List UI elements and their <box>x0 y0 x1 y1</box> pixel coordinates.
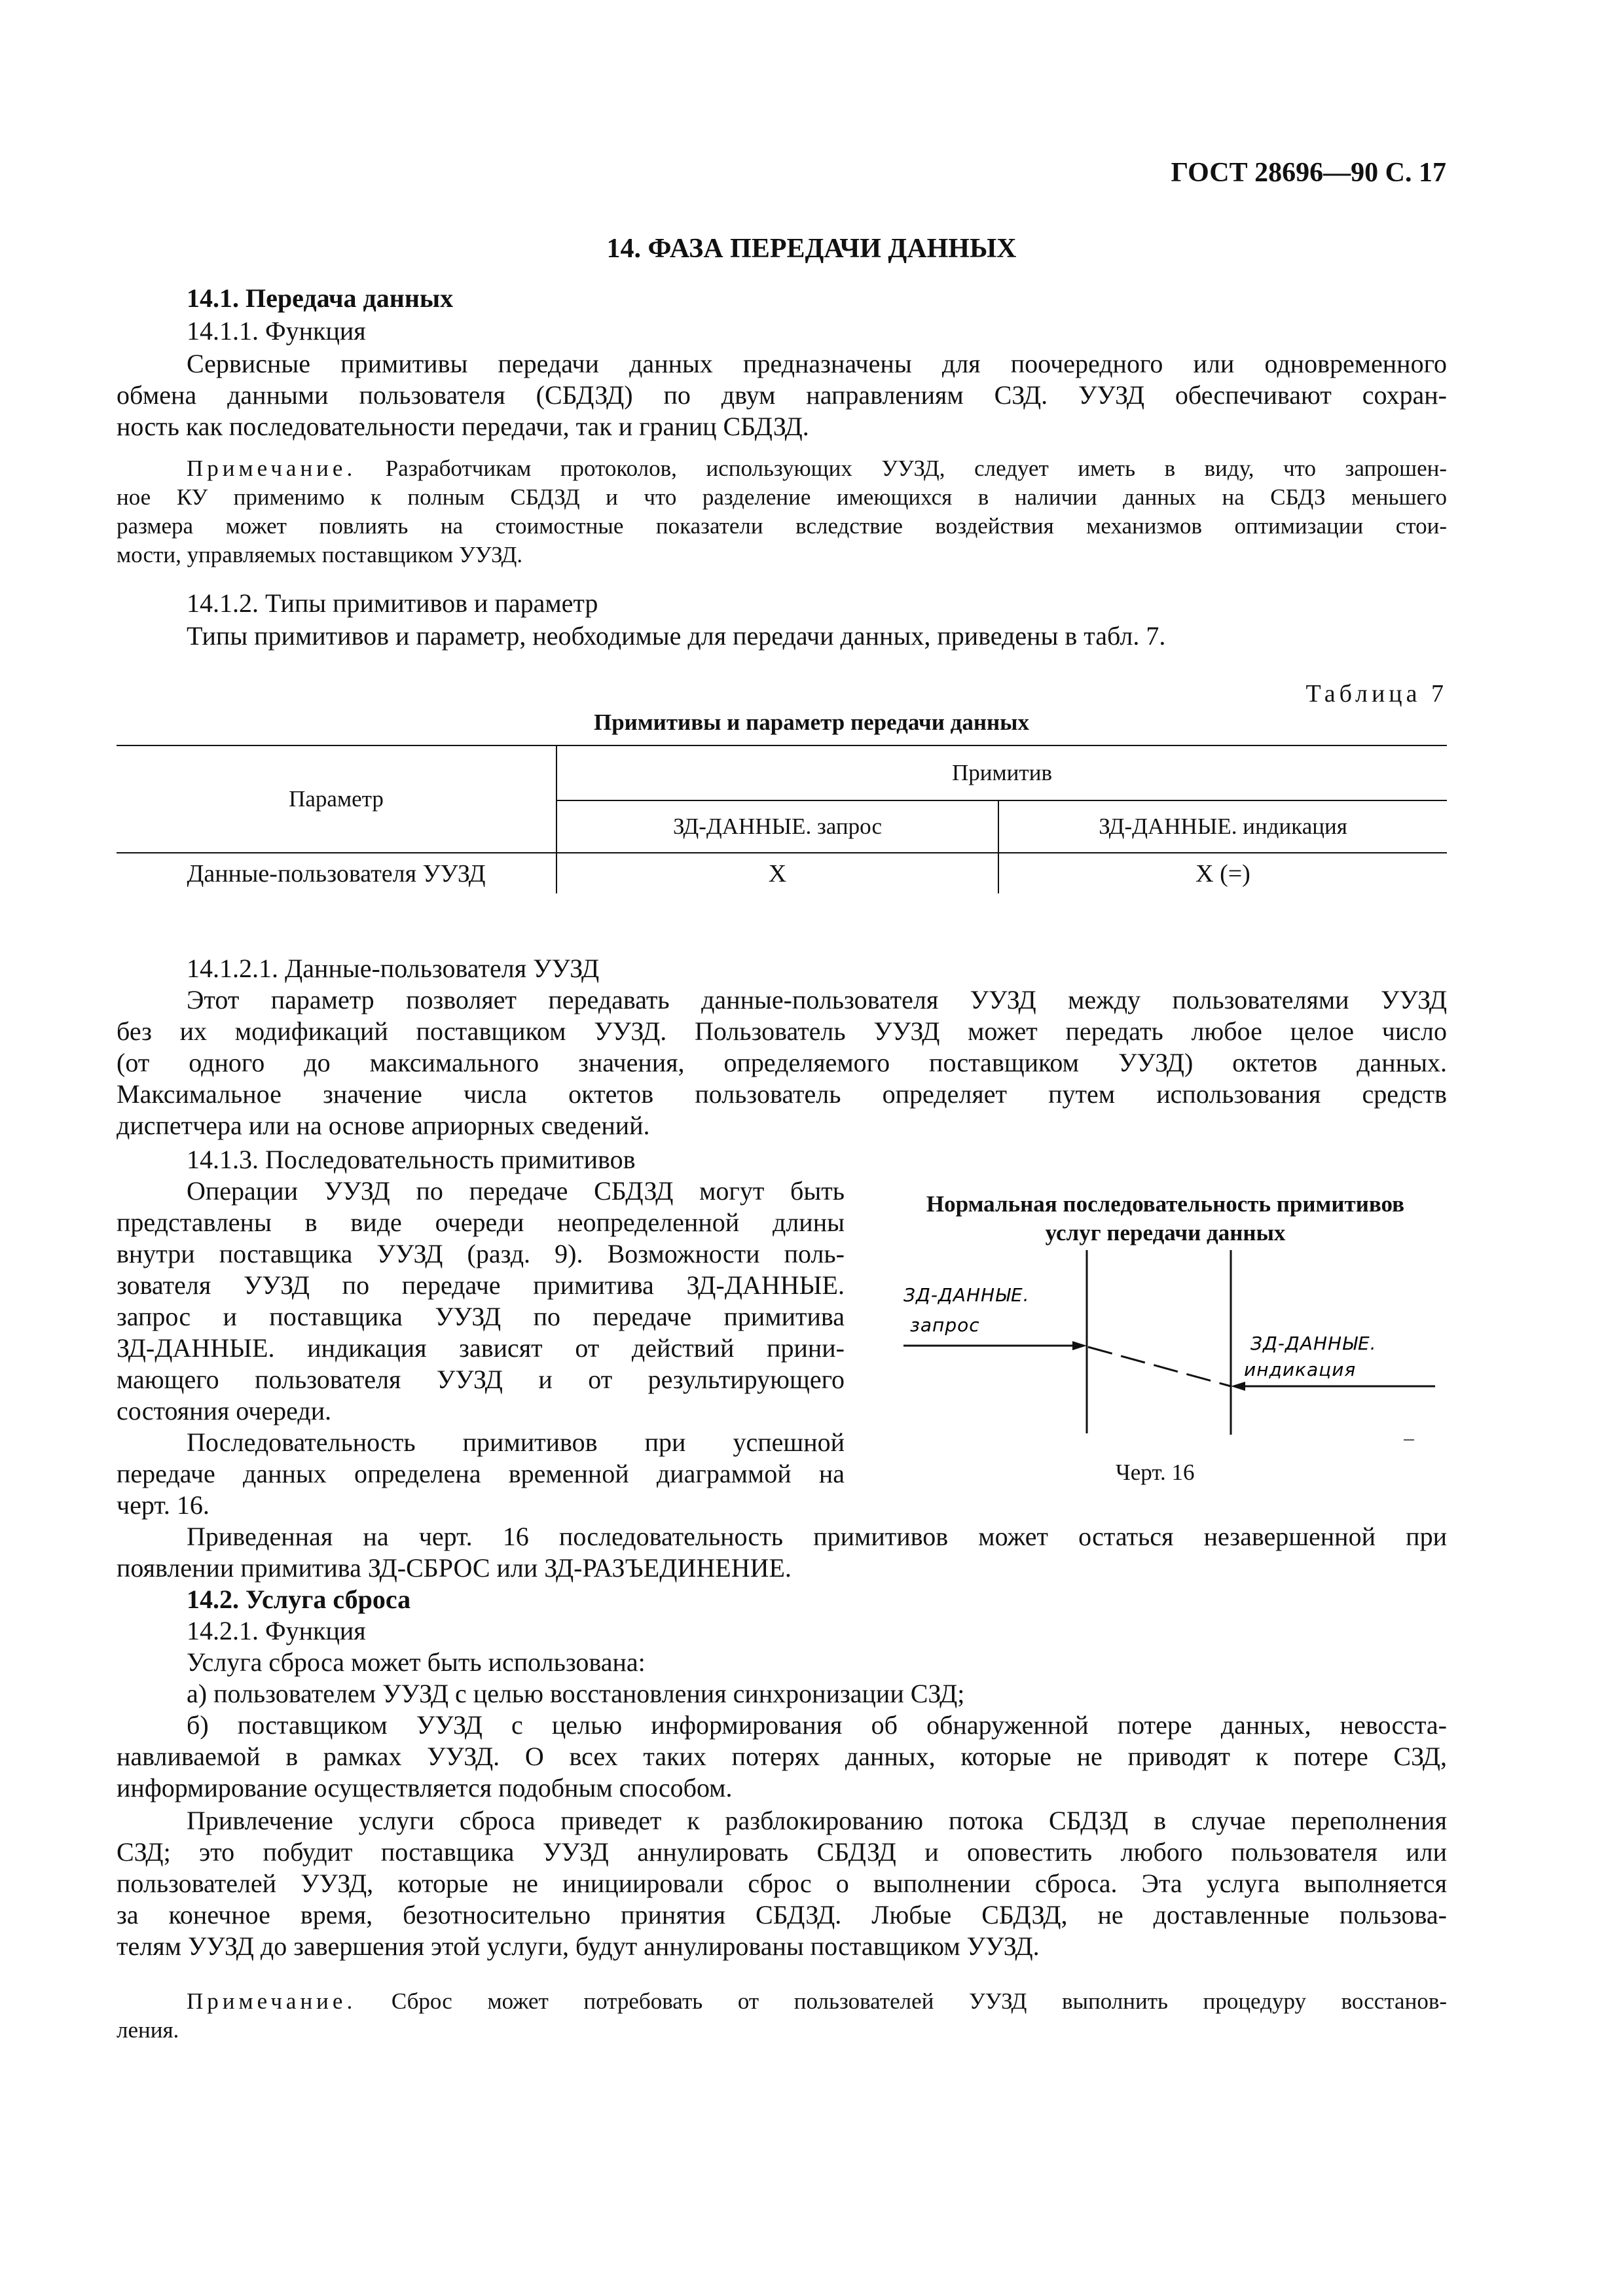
left-label-1: ЗД-ДАННЫЕ. <box>903 1284 1030 1306</box>
data-transfer-line <box>1088 1347 1231 1386</box>
cell-indication: X (=) <box>1195 859 1250 888</box>
note-label: Примечание. <box>187 1988 357 2014</box>
header-request: ЗД-ДАННЫЕ. запрос <box>556 800 998 853</box>
heading-14-2: 14.2. Услуга сброса <box>187 1585 411 1614</box>
paragraph-types: Типы примитивов и параметр, необходимые для передачи данных, приведены в табл. 7. <box>187 621 1166 651</box>
note-label: Примечание. <box>187 456 357 481</box>
paragraph-sequence-1: Операции УУЗД по передаче СБДЗД могут быть представлены в виде очереди неопределенной длины внутри поставщика УУЗД (разд. 9). Возможности поль- зователя УУЗД по передаче примитива ЗД-ДАННЫЕ. запрос и поставщика УУЗД по передаче примитива ЗД-ДАННЫЕ. индикация зависят от действий прини- мающего пользователя УУЗД и от результирующего состояния очереди. <box>117 1176 845 1426</box>
header-primitive: Примитив <box>556 745 1447 800</box>
paragraph-sequence-2: Последовательность примитивов при успешной передаче данных определена временной диаграммой на черт. 16. <box>117 1427 845 1520</box>
subheading-14-1-2: 14.1.2. Типы примитивов и параметр <box>187 588 598 618</box>
section-title: 14. ФАЗА ПЕРЕДАЧИ ДАННЫХ <box>606 234 1017 264</box>
note-1: Примечание. Разработчикам протоколов, использующих УУЗД, следует иметь в виду, что запрошен- ное КУ применимо к полным СБДЗД и что разделение имеющихся в наличии данных на СБДЗ меньшего размера может повлиять на стоимостные показатели вследствие воздействия механизмов оптимизации стои- мости, управляемых поставщиком УУЗД. <box>117 456 1448 567</box>
table-title: Примитивы и параметр передачи данных <box>593 709 1030 735</box>
cell-parameter: Данные-пользователя УУЗД <box>117 853 556 893</box>
paragraph-reset-intro: Услуга сброса может быть использована: <box>187 1647 646 1677</box>
table-label: Таблица 7 <box>1305 680 1448 708</box>
heading-14-1: 14.1. Передача данных <box>187 283 454 313</box>
left-label-2: запрос <box>910 1314 980 1336</box>
note-2: Примечание. Сброс может потребовать от пользователей УУЗД выполнить процедуру восстанов- ления. <box>117 1988 1448 2043</box>
paragraph-reset: Привлечение услуги сброса приведет к разблокированию потока СБДЗД в случае переполнения СЗД; это побудит поставщика УУЗД аннулировать СБДЗД и оповестить любого пользователя или пользователей УУЗД, которые не инициировали сброс о выполнении сброса. Эта услуга выполняется за конечное время, безотносительно принятия СБДЗД. Любые СБДЗД, не доставленные пользова- телям УУЗД до завершения этой услуги, будут аннулированы поставщиком УУЗД. <box>117 1806 1447 1961</box>
indication-arrowhead <box>1231 1382 1245 1391</box>
paragraph-function: Сервисные примитивы передачи данных предназначены для поочередного или одновременного обмена данными пользователя (СБДЗД) по двум направлениям СЗД. УУЗД обеспечивают сохран- ность как последовательности передачи, так и границ СБДЗД. <box>117 349 1447 441</box>
subheading-14-2-1: 14.2.1. Функция <box>187 1616 366 1645</box>
figure-caption: Черт. 16 <box>1116 1460 1195 1485</box>
header-parameter: Параметр <box>117 745 556 853</box>
subheading-14-1-2-1: 14.1.2.1. Данные-пользователя УУЗД <box>187 954 600 983</box>
paragraph-user-data: Этот параметр позволяет передавать данные-пользователя УУЗД между пользователями УУЗД без их модификаций поставщиком УУЗД. Пользователь УУЗД может передать любое целое число (от одного до максимального значения, определяемого поставщиком УУЗД) октетов данных. Максимальное значение числа октетов пользователь определяет путем использования средств диспетчера или на основе априорных сведений. <box>117 985 1447 1140</box>
right-label-2: индикация <box>1244 1359 1357 1380</box>
table-row <box>117 853 1447 893</box>
page-header: ГОСТ 28696—90 С. 17 <box>1171 158 1446 188</box>
subheading-14-1-1: 14.1.1. Функция <box>187 316 366 346</box>
figure-title: Нормальная последовательность примитивов услуг передачи данных <box>926 1191 1405 1246</box>
table-header-row <box>117 745 1447 800</box>
cell-request: X <box>556 853 998 893</box>
right-label-1: ЗД-ДАННЫЕ. <box>1250 1333 1377 1354</box>
list-item-b: б) поставщиком УУЗД с целью информирования об обнаруженной потере данных, невосста- навливаемой в рамках УУЗД. О всех таких потерях данных, которые не приводят к потере СЗД, информирование осуществляется подобным способом. <box>117 1710 1447 1803</box>
request-arrowhead <box>1072 1341 1087 1350</box>
paragraph-sequence-3: Приведенная на черт. 16 последовательность примитивов может остаться незавершенной при появлении примитива ЗД-СБРОС или ЗД-РАЗЪЕДИНЕНИЕ. <box>117 1522 1447 1583</box>
table-7 <box>117 745 1447 893</box>
subheading-14-1-3: 14.1.3. Последовательность примитивов <box>187 1145 636 1174</box>
header-indication: ЗД-ДАННЫЕ. индикация <box>998 800 1447 853</box>
list-item-a: а) пользователем УУЗД с целью восстановления синхронизации СЗД; <box>187 1679 965 1708</box>
sequence-diagram <box>877 1250 1453 1473</box>
